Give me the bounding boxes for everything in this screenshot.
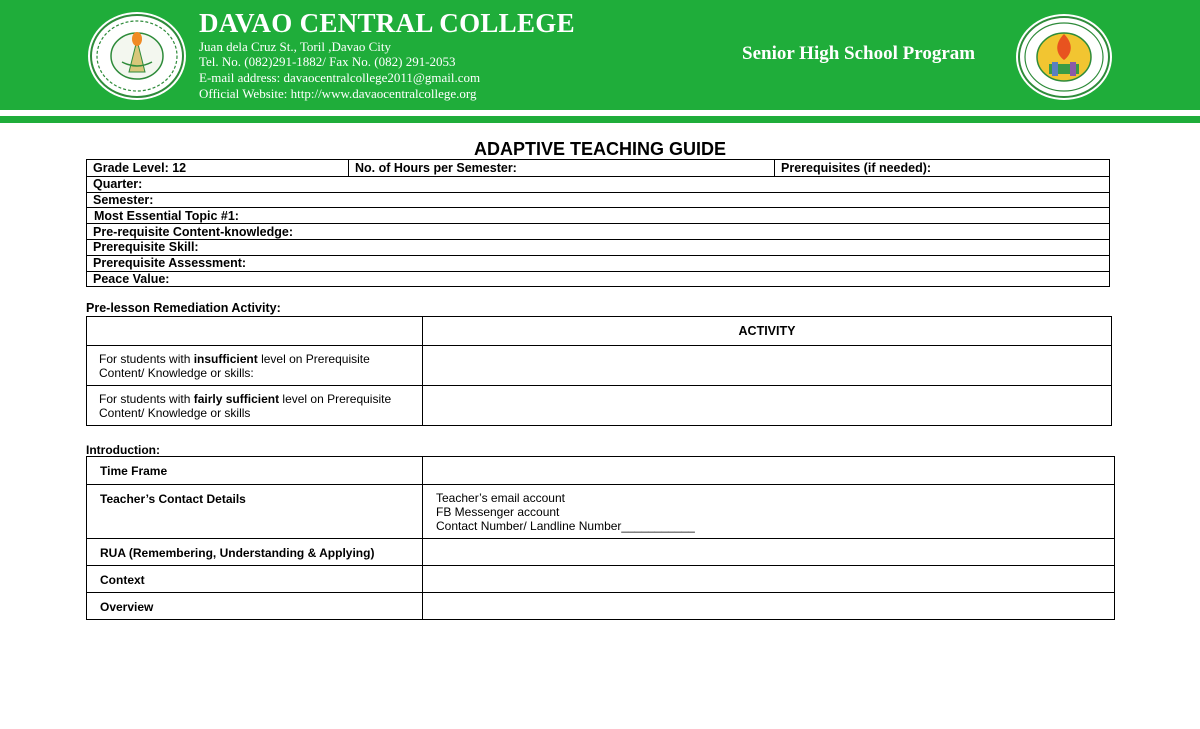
college-address: Juan dela Cruz St., Toril ,Davao City [199, 39, 392, 54]
insufficient-line2: Content/ Knowledge or skills: [99, 366, 254, 380]
remediation-row-insufficient [87, 345, 1111, 385]
info-row-quarter: Quarter: [87, 176, 1109, 192]
remediation-header-blank [87, 317, 423, 345]
info-row-semester: Semester: [87, 192, 1109, 208]
program-title: Senior High School Program [742, 43, 976, 64]
contact-fb-line: FB Messenger account [436, 505, 560, 519]
overview-label: Overview [87, 593, 423, 619]
intro-row-time-frame [87, 457, 1114, 484]
fairly-sufficient-prefix: For students with [99, 392, 194, 406]
prerequisites-cell: Prerequisites (if needed): [781, 160, 932, 175]
insufficient-emphasis: insufficient [193, 352, 258, 366]
college-website: Official Website: http://www.davaocentralcollege.org [199, 86, 477, 101]
fairly-sufficient-suffix: level on Prerequisite [279, 392, 392, 406]
context-value[interactable] [423, 566, 1114, 592]
grade-level-cell: Grade Level: 12 [87, 160, 349, 176]
insufficient-suffix: level on Prerequisite [257, 352, 370, 366]
info-row-peace-value: Peace Value: [87, 271, 1109, 287]
course-info-table [86, 159, 1110, 287]
contact-details-label: Teacher’s Contact Details [87, 485, 423, 538]
fairly-sufficient-line2: Content/ Knowledge or skills [99, 406, 251, 420]
info-row-content-knowledge: Pre-requisite Content-knowledge: [87, 223, 1109, 239]
rua-label: RUA (Remembering, Understanding & Applying) [87, 539, 423, 565]
introduction-table [86, 456, 1115, 620]
overview-value[interactable] [423, 593, 1114, 619]
contact-details-value[interactable] [423, 485, 1114, 538]
insufficient-prefix: For students with [99, 352, 194, 366]
context-label: Context [87, 566, 423, 592]
rua-value[interactable] [423, 539, 1114, 565]
info-row-skill: Prerequisite Skill: [87, 239, 1109, 255]
info-row-assessment: Prerequisite Assessment: [87, 255, 1109, 271]
intro-row-contact [87, 484, 1114, 538]
remediation-header-row [87, 317, 1111, 345]
header-banner [0, 0, 1200, 110]
college-email: E-mail address: davaocentralcollege2011@gmail.com [199, 70, 481, 85]
remediation-table [86, 316, 1112, 426]
time-frame-label: Time Frame [87, 457, 423, 484]
time-frame-value[interactable] [423, 457, 1114, 484]
fairly-sufficient-activity-cell[interactable] [423, 386, 1111, 425]
info-row-topic: Most Essential Topic #1: [87, 207, 1109, 223]
hours-per-semester-cell: No. of Hours per Semester: [349, 160, 775, 176]
info-row-grade [87, 160, 1109, 176]
intro-row-rua [87, 538, 1114, 565]
contact-email-line: Teacher’s email account [436, 491, 565, 505]
document-title: ADAPTIVE TEACHING GUIDE [473, 139, 727, 159]
contact-number-line: Contact Number/ Landline Number___________ [436, 519, 695, 533]
insufficient-activity-cell[interactable] [423, 346, 1111, 385]
activity-header: ACTIVITY [738, 324, 796, 338]
header-divider [0, 116, 1200, 123]
college-phone: Tel. No. (082)291-1882/ Fax No. (082) 291-2053 [199, 54, 456, 69]
college-name: DAVAO CENTRAL COLLEGE [199, 8, 575, 38]
fairly-sufficient-emphasis: fairly sufficient [193, 392, 280, 406]
fairly-sufficient-description [87, 386, 423, 425]
intro-row-overview [87, 592, 1114, 619]
college-seal-icon [88, 12, 186, 100]
introduction-label: Introduction: [86, 443, 160, 457]
college-seal-logo [88, 12, 186, 100]
department-seal-icon [1016, 14, 1112, 100]
insufficient-description [87, 346, 423, 385]
department-seal-logo [1016, 14, 1112, 100]
remediation-label: Pre-lesson Remediation Activity: [86, 301, 281, 315]
intro-row-context [87, 565, 1114, 592]
remediation-row-fairly-sufficient [87, 385, 1111, 425]
